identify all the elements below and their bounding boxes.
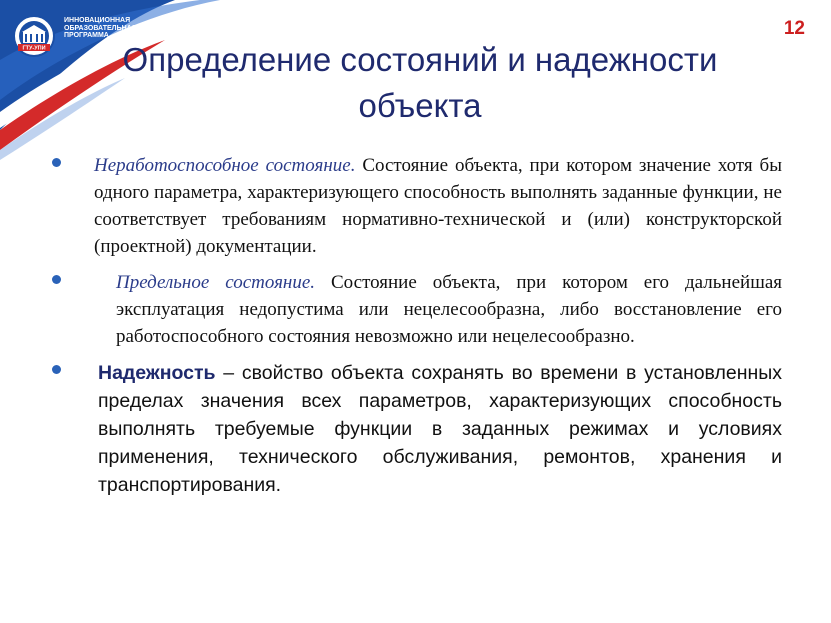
term-label: Неработоспособное состояние — [94, 155, 351, 176]
term-separator: . — [350, 155, 356, 176]
term-label: Предельное состояние — [116, 272, 311, 293]
bullet-list — [52, 152, 782, 508]
bullet-icon — [52, 275, 61, 284]
definition-text: – свойство объекта сохранять во времени в установленных пределах значения всех параметров, характеризующих способность выполнять требуемые функции в заданных режимах и условиях применения, технического обслуживания, ремонтов, хранения и транспортирования. — [98, 362, 782, 496]
bullet-icon — [52, 158, 61, 167]
bullet-icon — [52, 365, 61, 374]
term-label: Надежность — [98, 362, 216, 384]
slide-number: 12 — [783, 18, 805, 39]
university-logo-icon — [12, 14, 56, 58]
logo-badge: ГТУ-УПИ — [22, 45, 46, 52]
definition-text: Состояние объекта, при котором его дальнейшая эксплуатация недопустима или нецелесообразна, либо восстановление его работоспособного состояния невозможно или нецелесообразно. — [116, 272, 782, 347]
slide-title: Определение состояний и надежности объекта — [122, 41, 718, 124]
bullet-text — [84, 359, 782, 499]
logo-caption: ИННОВАЦИОННАЯ ОБРАЗОВАТЕЛЬНАЯ ПРОГРАММА — [64, 17, 137, 39]
definition-text: Состояние объекта, при котором значение хотя бы одного параметра, характеризующего способность выполнять заданные функции, не соответствует требованиям нормативно-технической и (или) конструкторской (проектной) документации. — [94, 155, 782, 257]
bullet-text — [84, 152, 782, 260]
bullet-item-reliability — [52, 359, 782, 499]
bullet-item-inoperable-state — [52, 152, 782, 260]
bullet-item-limit-state — [52, 269, 782, 350]
term-separator: . — [310, 272, 316, 293]
bullet-text — [84, 269, 782, 350]
